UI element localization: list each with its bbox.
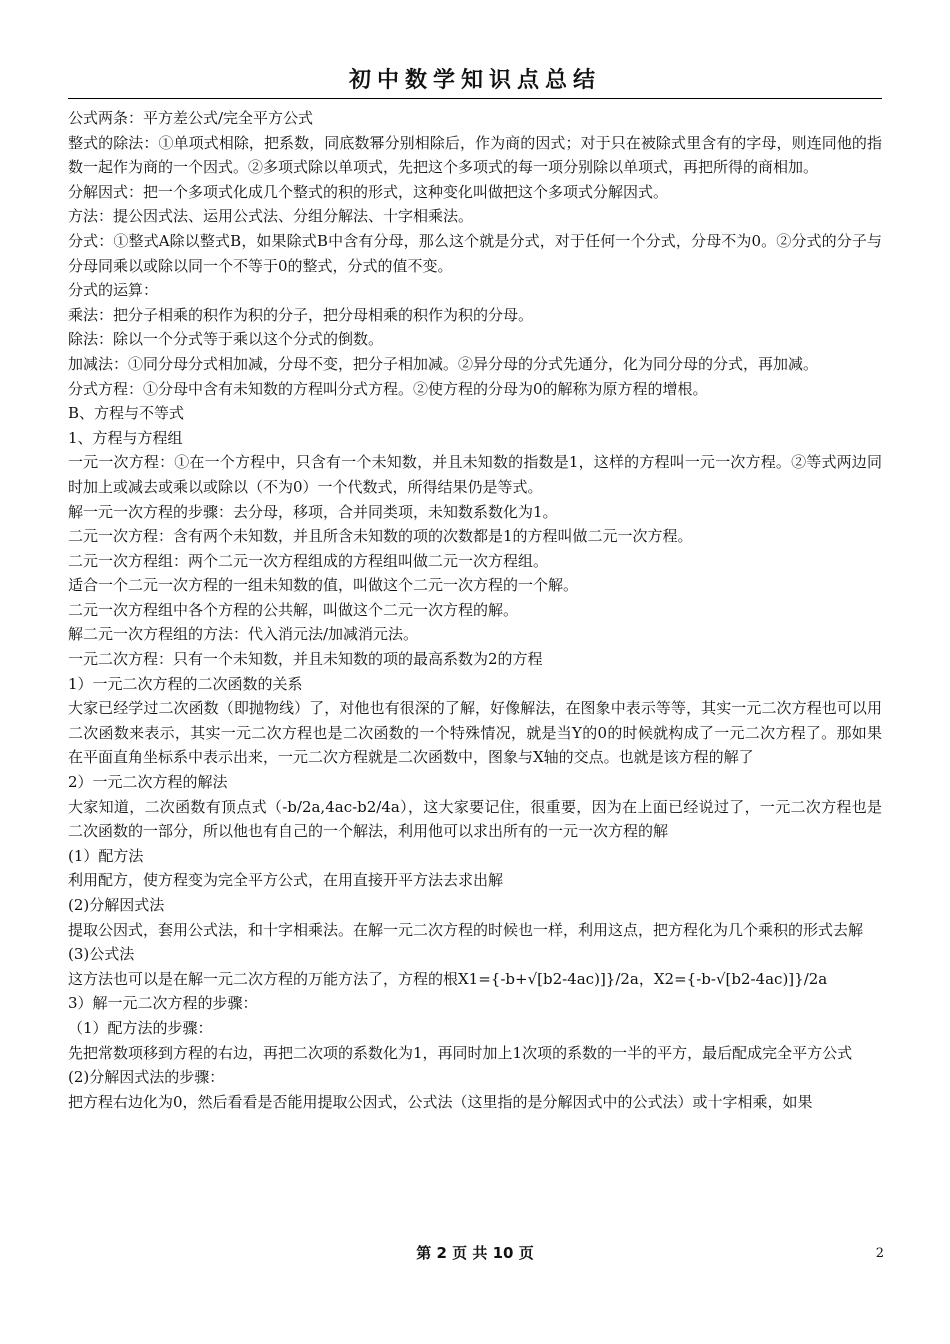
- subsection-heading: （1）配方法的步骤：: [68, 1018, 213, 1037]
- paragraph: 二元一次方程：含有两个未知数，并且所含未知数的项的次数都是1的方程叫做二元一次方程。: [68, 527, 693, 546]
- subsection-heading: 1）一元二次方程的二次函数的关系: [68, 674, 303, 693]
- paragraph: 分式的运算：: [68, 281, 159, 300]
- paragraph: 先把常数项移到方程的右边，再把二次项的系数化为1，再同时加上1次项的系数的一半的平方，最后配成完全平方公式: [68, 1043, 853, 1062]
- paragraph: 加减法：①同分母分式相加减，分母不变，把分子相加减。②异分母的分式先通分，化为同分母的分式，再加减。: [68, 354, 819, 373]
- subsection-heading: (3)公式法: [68, 945, 135, 964]
- subsection-heading: 3）解一元二次方程的步骤：: [68, 994, 258, 1013]
- paragraph: 方法：提公因式法、运用公式法、分组分解法、十字相乘法。: [68, 207, 474, 226]
- paragraph: 一元一次方程：①在一个方程中，只含有一个未知数，并且未知数的指数是1，这样的方程叫一元一次方程。②等式两边同时加上或减去或乘以或除以（不为0）一个代数式，所得结果仍是等式。: [68, 453, 882, 496]
- paragraph: 分式：①整式A除以整式B，如果除式B中含有分母，那么这个就是分式，对于任何一个分式，分母不为0。②分式的分子与分母同乘以或除以同一个不等于0的整式，分式的值不变。: [68, 231, 882, 275]
- paragraph: 分式方程：①分母中含有未知数的方程叫分式方程。②使方程的分母为0的解称为原方程的增根。: [68, 379, 708, 398]
- paragraph: 乘法：把分子相乘的积作为积的分子，把分母相乘的积作为积的分母。: [68, 305, 534, 324]
- page-footer: 第 2 页 共 10 页: [416, 1244, 534, 1262]
- paragraph: 公式两条：平方差公式/完全平方公式: [68, 109, 314, 127]
- paragraph: 解一元一次方程的步骤：去分母，移项，合并同类项，未知数系数化为1。: [68, 502, 558, 521]
- subsection-heading: (2)分解因式法的步骤：: [68, 1068, 225, 1087]
- paragraph: 二元一次方程组中各个方程的公共解，叫做这个二元一次方程的解。: [68, 600, 519, 619]
- paragraph: 分解因式：把一个多项式化成几个整式的积的形式，这种变化叫做把这个多项式分解因式。: [68, 182, 669, 201]
- paragraph: 整式的除法：①单项式相除，把系数，同底数幂分别相除后，作为商的因式；对于只在被除式里含有的字母，则连同他的指数一起作为商的一个因式。②多项式除以单项式，先把这个多项式的每一项分别除以单项式，再把所得的商相加。: [68, 133, 882, 177]
- subsection-heading: (2)分解因式法: [68, 896, 165, 914]
- page-number: 2: [875, 1246, 884, 1261]
- paragraph: 利用配方，使方程变为完全平方公式，在用直接开平方法去求出解: [68, 871, 504, 890]
- title-underline: [68, 98, 882, 99]
- paragraph: 这方法也可以是在解一元二次方程的万能方法了，方程的根X1={-b+√[b2-4ac)]}/2a，X2={-b-√[b2-4ac)]}/2a: [68, 969, 828, 988]
- paragraph: 把方程右边化为0，然后看看是否能用提取公因式，公式法（这里指的是分解因式中的公式法）或十字相乘，如果: [68, 1092, 813, 1111]
- paragraph: 二元一次方程组：两个二元一次方程组成的方程组叫做二元一次方程组。: [68, 551, 549, 570]
- section-heading: B、方程与不等式: [68, 404, 185, 423]
- paragraph: 提取公因式，套用公式法，和十字相乘法。在解一元二次方程的时候也一样，利用这点，把方程化为几个乘积的形式去解: [68, 920, 864, 939]
- subsection-heading: 2）一元二次方程的解法: [68, 773, 228, 792]
- document-body: [68, 106, 882, 1114]
- paragraph: 大家已经学过二次函数（即抛物线）了，对他也有很深的了解，好像解法，在图象中表示等等，其实一元二次方程也可以用二次函数来表示，其实一元二次方程也是二次函数的一个特殊情况，就是当Y的0的时候就构成了一元二次方程了。那如果在平面直角坐标系中表示出来，一元二次方程就是二次函数中，图象与X轴的交点。也就是该方程的解了: [68, 699, 882, 767]
- page-title: 初中数学知识点总结: [348, 68, 601, 93]
- paragraph: 一元二次方程：只有一个未知数，并且未知数的项的最高系数为2的方程: [68, 650, 543, 669]
- paragraph: 解二元一次方程组的方法：代入消元法/加减消元法。: [68, 625, 419, 644]
- paragraph: 除法：除以一个分式等于乘以这个分式的倒数。: [68, 330, 384, 349]
- subsection-heading: (1）配方法: [68, 846, 144, 865]
- section-heading: 1、方程与方程组: [68, 428, 183, 447]
- paragraph: 大家知道，二次函数有顶点式（-b/2a,4ac-b2/4a），这大家要记住，很重要，因为在上面已经说过了，一元二次方程也是二次函数的一部分，所以他也有自己的一个解法，利用他可以求出所有的一元一次方程的解: [68, 797, 882, 841]
- paragraph: 适合一个二元一次方程的一组未知数的值，叫做这个二元一次方程的一个解。: [68, 576, 579, 595]
